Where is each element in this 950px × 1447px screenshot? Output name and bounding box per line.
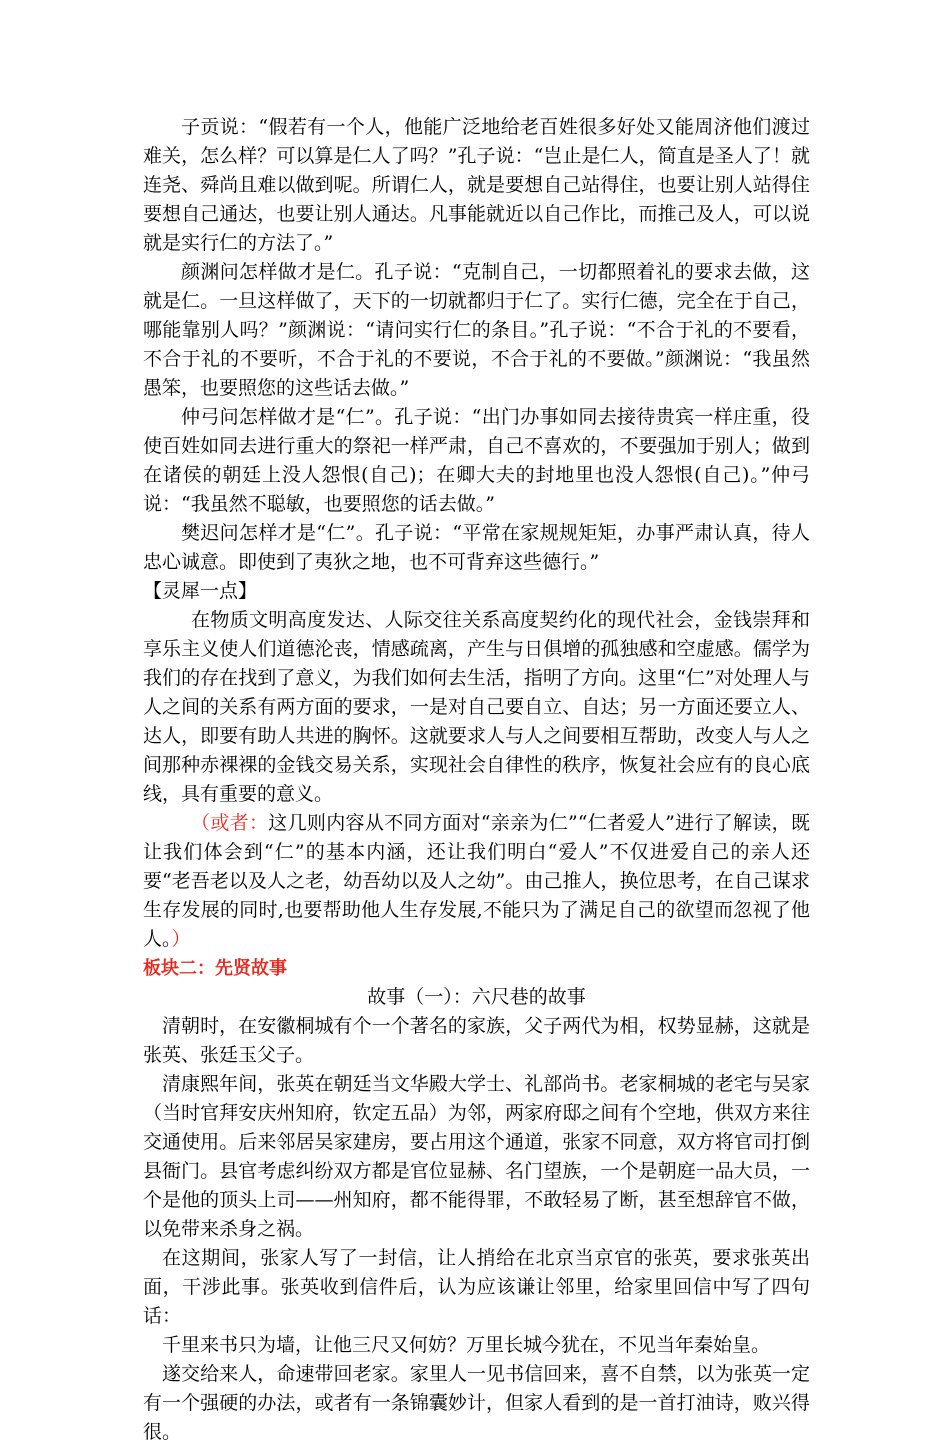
story-paragraph: 清朝时，在安徽桐城有个一个著名的家族，父子两代为相，权势显赫，这就是张英、张廷玉父子。	[143, 1015, 810, 1066]
story-paragraph: 遂交给来人，命速带回老家。家里人一见书信回来，喜不自禁，以为张英一定有一个强硬的办法，或者有一条锦囊妙计，但家人看到的是一首打油诗，败兴得很。	[143, 1363, 810, 1443]
alternative-body: 这几则内容从不同方面对“亲亲为仁”“仁者爱人”进行了解读，既让我们体会到“仁”的基本内涵，还让我们明白“爱人”不仅进爱自己的亲人还要“老吾老以及人之老，幼吾幼以及人之幼”。由己推人，换位思考，在自己谋求生存发展的同时,也要帮助他人生存发展,不能只为了满足自己的欲望而忽视了他人。	[143, 812, 810, 950]
paragraph-yanyuan: 颜渊问怎样做才是仁。孔子说：“克制自己，一切都照着礼的要求去做，这就是仁。一旦这样做了，天下的一切就都归于仁了。实行仁德，完全在于自己，哪能靠别人吗？”颜渊说：“请问实行仁的条目。”孔子说：“不合于礼的不要看，不合于礼的不要听，不合于礼的不要说，不合于礼的不要做。”颜渊说：“我虽然愚笨，也要照您的这些话去做。”	[143, 261, 810, 399]
paragraph-fanchi: 樊迟问怎样才是“仁”。孔子说：“平常在家规规矩矩，办事严肃认真，待人忠心诚意。即使到了夷狄之地，也不可背弃这些德行。”	[143, 522, 810, 573]
paragraph-zhonggong: 仲弓问怎样做才是“仁”。孔子说：“出门办事如同去接待贵宾一样庄重，役使百姓如同去进行重大的祭祀一样严肃，自己不喜欢的，不要强加于别人；做到在诸侯的朝廷上没人怨恨(自己)；在卿大夫的封地里也没人怨恨(自己)。”仲弓说：“我虽然不聪敏，也要照您的话去做。”	[143, 406, 810, 515]
alternative-paragraph	[143, 809, 810, 954]
alternative-suffix: ）	[171, 928, 191, 950]
insight-paragraph: 在物质文明高度发达、人际交往关系高度契约化的现代社会，金钱崇拜和享乐主义使人们道德沦丧，情感疏离，产生与日俱增的孤独感和空虚感。儒学为我们的存在找到了意义，为我们如何去生活，指明了方向。这里“仁”对处理人与人之间的关系有两方面的要求，一是对自己要自立、自达；另一方面还要立人、达人，即要有助人共进的胸怀。这就要求人与人之间要相互帮助，改变人与人之间那种赤裸裸的金钱交易关系，实现社会自律性的秩序，恢复社会应有的良心底线，具有重要的意义。	[143, 609, 810, 805]
story-poem: 千里来书只为墙，让他三尺又何妨？万里长城今犹在，不见当年秦始皇。	[162, 1334, 771, 1356]
document-page	[143, 113, 810, 1447]
alternative-prefix: （或者：	[191, 812, 269, 834]
paragraph-zigong: 子贡说：“假若有一个人，他能广泛地给老百姓很多好处又能周济他们渡过难关，怎么样？可以算是仁人了吗？”孔子说：“岂止是仁人，简直是圣人了！就连尧、舜尚且难以做到呢。所谓仁人，就是要想自己站得住，也要让别人站得住要想自己通达，也要让别人通达。凡事能就近以自己作比，而推己及人，可以说就是实行仁的方法了。”	[143, 116, 810, 254]
insight-heading: 【灵犀一点】	[143, 580, 258, 602]
story-paragraph: 在这期间，张家人写了一封信，让人捎给在北京当京官的张英，要求张英出面，干涉此事。张英收到信件后，认为应该谦让邻里，给家里回信中写了四句话：	[143, 1247, 810, 1327]
section-two-title: 板块二：先贤故事	[143, 958, 287, 979]
story-paragraph: 清康熙年间，张英在朝廷当文华殿大学士、礼部尚书。老家桐城的老宅与吴家（当时官拜安庆州知府，钦定五品）为邻，两家府邸之间有个空地，供双方来往交通使用。后来邻居吴家建房，要占用这个通道，张家不同意，双方将官司打倒县衙门。县官考虑纠纷双方都是官位显赫、名门望族，一个是朝庭一品大员，一个是他的顶头上司——州知府，都不能得罪，不敢轻易了断，甚至想辞官不做，以免带来杀身之祸。	[143, 1073, 810, 1240]
story-one-title: 故事（一）：六尺巷的故事	[367, 986, 586, 1008]
